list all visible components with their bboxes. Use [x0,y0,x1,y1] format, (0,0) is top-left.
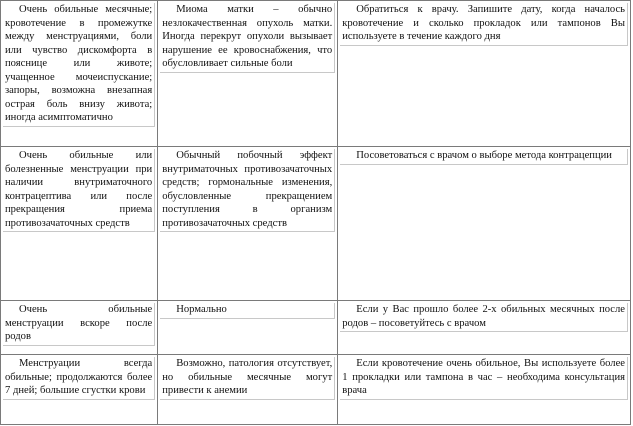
action-cell [338,355,631,425]
action-cell [338,147,631,301]
cause-text: Обычный побочный эффект внутриматочных противозачаточных средств; гормональные изменения, обусловленные прекращением поступления в организм противозачаточных средств [162,150,333,229]
cause-text: Нормально [176,304,227,315]
symptoms-cell [1,147,158,301]
action-text: Если кровотечение очень обильное, Вы используете более 1 прокладки или тампона в час – необходима консультация врача [342,358,625,396]
symptoms-text: Менструации всегда обильные; продолжаются более 7 дней; большие сгустки крови [5,358,153,396]
symptoms-text: Очень обильные менструации вскоре после родов [5,304,153,342]
symptoms-text: Очень обильные или болезненные менструации при наличии внутриматочного контрацептива или после прекращения приема противозачаточных средств [5,150,153,229]
symptoms-cell [1,1,158,147]
action-cell [338,301,631,355]
symptoms-cell [1,301,158,355]
table-row [1,301,631,355]
table-row [1,355,631,425]
action-text: Посоветоваться с врачом о выборе метода контрацепции [356,150,612,161]
action-cell [338,1,631,147]
cause-text: Миома матки – обычно незлокачественная опухоль матки. Иногда перекрут опухоли вызывает нарушение ее кровоснабжения, что обусловливает сильные боли [162,4,333,69]
cause-cell [158,1,338,147]
action-text: Обратиться к врачу. Запишите дату, когда началось кровотечение и сколько прокладок или тампонов Вы используете в течение каждого дня [342,4,625,42]
table-row [1,1,631,147]
cause-cell [158,301,338,355]
symptoms-cell [1,355,158,425]
symptoms-text: Очень обильные месячные; кровотечение в промежутке между менструациями, боли или чувство дискомфорта в пояснице или животе; учащенное мочеиспускание; запоры, возможна внезапная острая боль внизу живота; иногда асимптоматично [5,4,153,123]
cause-cell [158,147,338,301]
cause-cell [158,355,338,425]
cause-text: Возможно, патология отсутствует, но обильные месячные могут привести к анемии [162,358,333,396]
table-row [1,147,631,301]
action-text: Если у Вас прошло более 2-х обильных месячных после родов – посоветуйтесь с врачом [342,304,625,329]
